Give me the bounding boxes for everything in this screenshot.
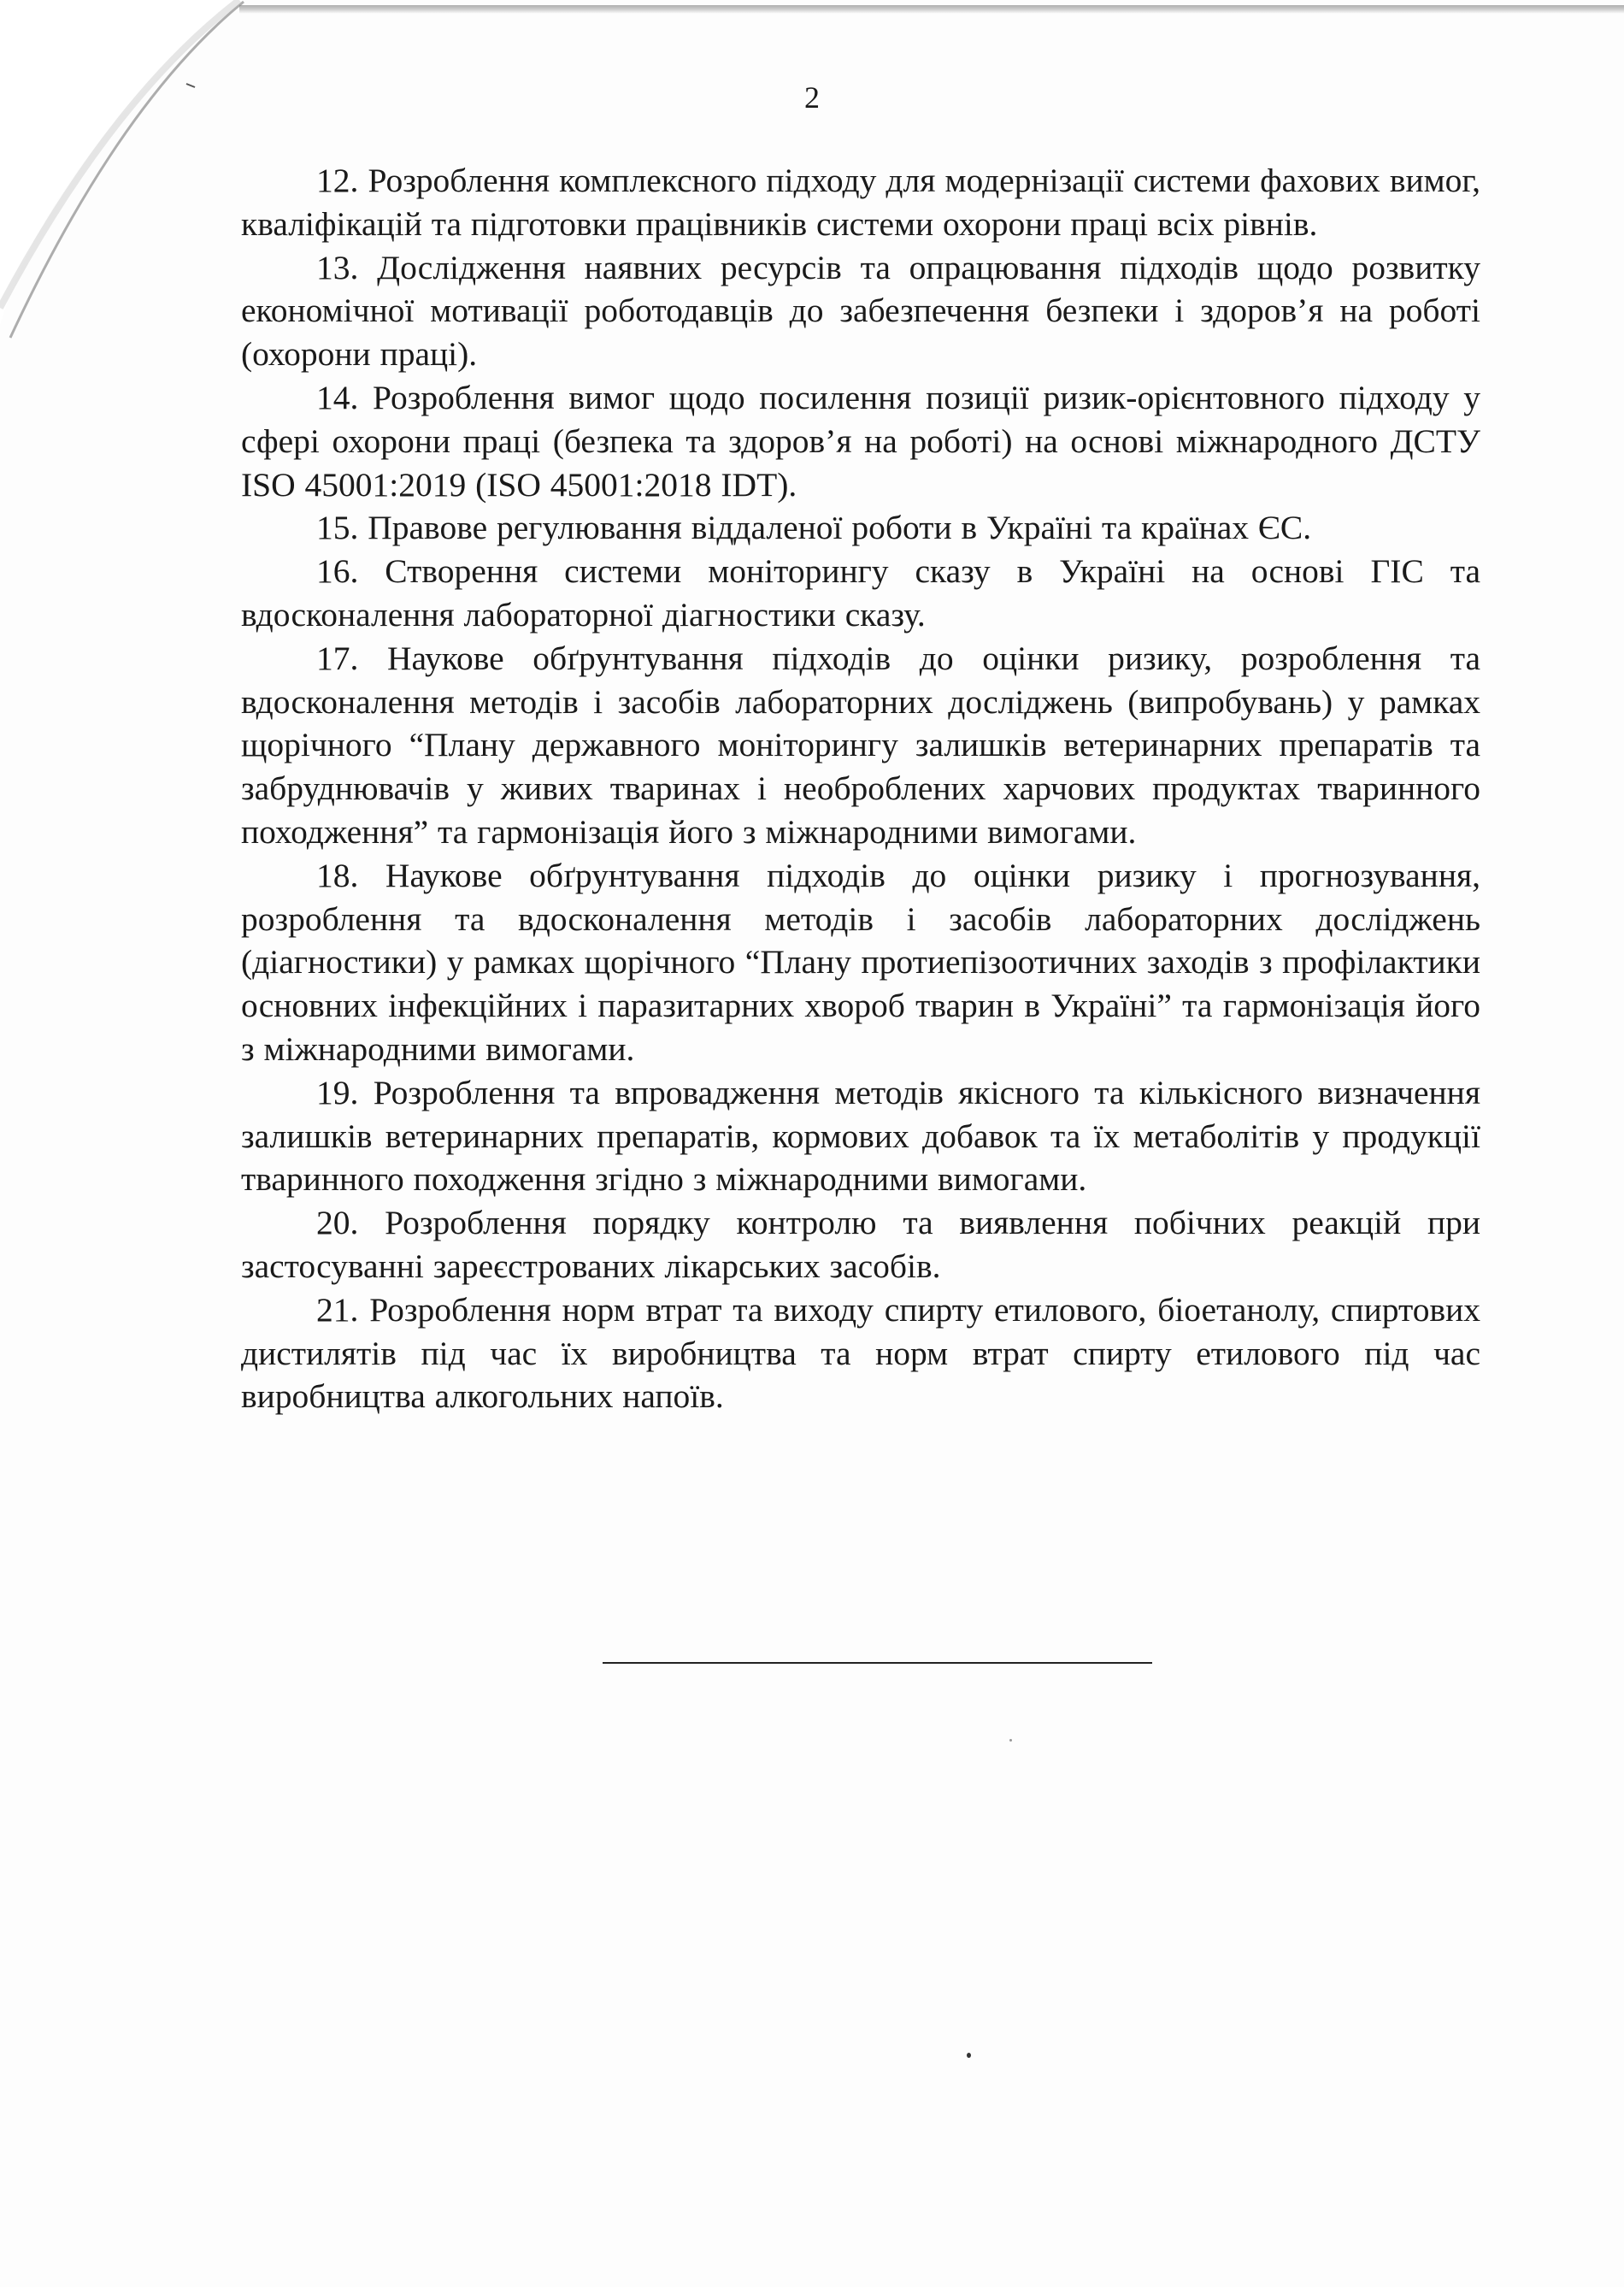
- list-item-12: 12. Розроблення комплексного підходу для модернізації системи фахових вимог, кваліфікацій та підготовки працівників системи охорони праці всіх рівнів.: [241, 162, 1480, 243]
- list-item-20: 20. Розроблення порядку контролю та виявлення побічних реакцій при застосуванні зареєстрованих лікарських засобів.: [241, 1204, 1480, 1285]
- list-item-17: 17. Наукове обґрунтування підходів до оцінки ризику, розроблення та вдосконалення методів і засобів лабораторних досліджень (випробувань) у рамках щорічного “Плану державного моніторингу залишків ветеринарних препаратів та забруднювачів у живих тваринах і необроблених харчових продуктах тваринного походження” та гармонізація його з міжнародними вимогами.: [241, 639, 1480, 851]
- scan-speck: [1009, 1739, 1012, 1742]
- list-item-21: 21. Розроблення норм втрат та виходу спирту етилового, біоетанолу, спиртових дистилятів під час їх виробництва та норм втрат спирту етилового під час виробництва алкогольних напоїв.: [241, 1290, 1480, 1416]
- scan-shadow-top: [239, 5, 1624, 14]
- list-item-15: 15. Правове регулювання віддаленої роботи в Україні та країнах ЄС.: [316, 509, 1312, 547]
- scan-speck: [967, 2053, 971, 2058]
- list-item-13: 13. Дослідження наявних ресурсів та опрацювання підходів щодо розвитку економічної мотивації роботодавців до забезпечення безпеки і здоров’я на роботі (охорони праці).: [241, 248, 1480, 374]
- list-item-18: 18. Наукове обґрунтування підходів до оцінки ризику і прогнозування, розроблення та вдосконалення методів і засобів лабораторних досліджень (діагностики) у рамках щорічного “Плану протиепізоотичних заходів з профілактики основних інфекційних і паразитарних хвороб тварин в Україні” та гармонізація його з міжнародними вимогами.: [241, 856, 1480, 1068]
- document-body: [241, 159, 1480, 1418]
- page-number: 2: [804, 80, 820, 115]
- list-item-16: 16. Створення системи моніторингу сказу в Україні на основі ГІС та вдосконалення лабораторної діагностики сказу.: [241, 552, 1480, 634]
- list-item-14: 14. Розроблення вимог щодо посилення позиції ризик-орієнтовного підходу у сфері охорони праці (безпека та здоров’я на роботі) на основі міжнародного ДСТУ ISO 45001:2019 (ISO 45001:2018 IDT).: [241, 378, 1480, 504]
- scan-shadow-left: [0, 0, 256, 359]
- list-item-19: 19. Розроблення та впровадження методів якісного та кількісного визначення залишків ветеринарних препаратів, кормових добавок та їх метаболітів у продукції тваринного походження згідно з міжнародними вимогами.: [241, 1073, 1480, 1199]
- end-of-document-rule: [603, 1662, 1152, 1664]
